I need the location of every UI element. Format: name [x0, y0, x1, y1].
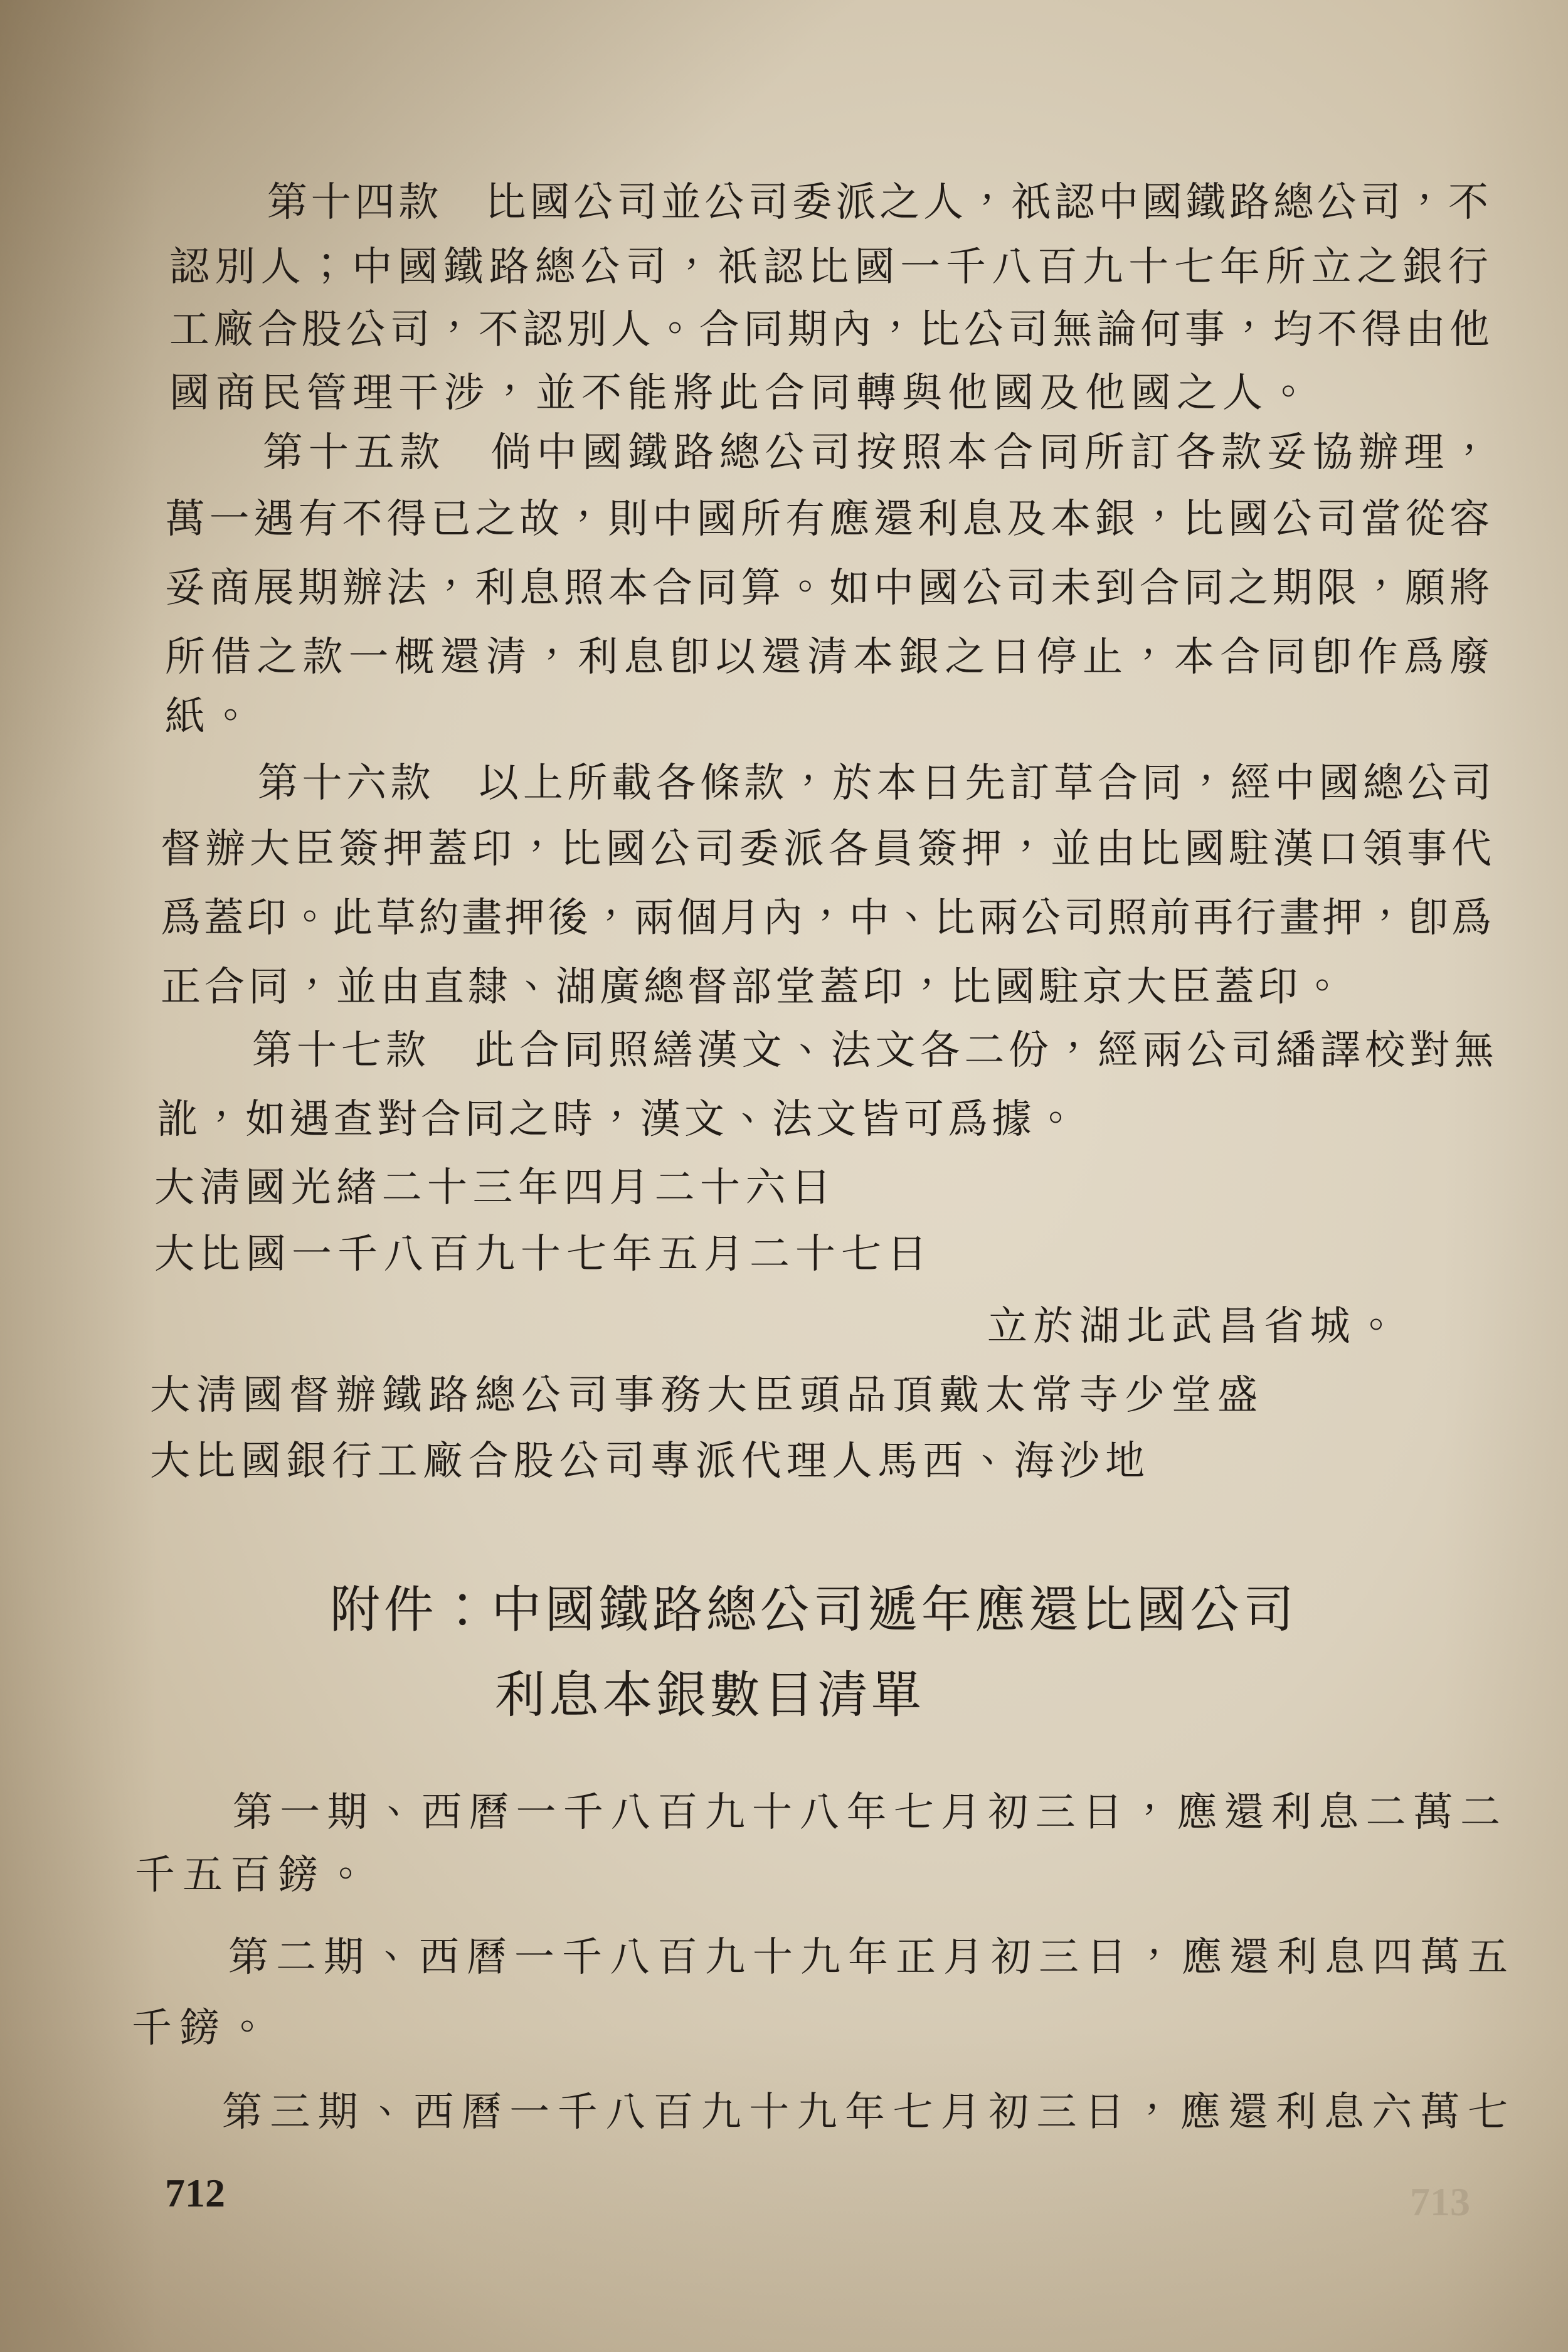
body-line: 爲蓋印。此草約畫押後，兩個月內，中、比兩公司照前再行畫押，卽爲 — [161, 895, 1491, 941]
date-line-belgium: 大比國一千八百九十七年五月二十七日 — [154, 1231, 933, 1278]
signatory-belgium: 大比國銀行工廠合股公司專派代理人馬西、海沙地 — [150, 1438, 1150, 1485]
body-line: 訛，如遇查對合同之時，漢文、法文皆可爲據。 — [157, 1096, 1079, 1143]
signatory-qing: 大淸國督辦鐵路總公司事務大臣頭品頂戴太常寺少堂盛 — [150, 1372, 1264, 1419]
installment-line: 千五百鎊。 — [135, 1852, 373, 1899]
date-line-qing: 大淸國光緖二十三年四月二十六日 — [154, 1165, 837, 1211]
body-line: 妥商展期辦法，利息照本合同算。如中國公司未到合同之期限，願將 — [165, 565, 1490, 612]
body-line: 第十四款 比國公司並公司委派之人，祇認中國鐵路總公司，不 — [267, 179, 1488, 226]
installment-line: 第一期、西曆一千八百九十八年七月初三日，應還利息二萬二 — [233, 1789, 1500, 1836]
body-line: 萬一遇有不得已之故，則中國所有應還利息及本銀，比國公司當從容 — [165, 496, 1490, 543]
signing-place: 立於湖北武昌省城。 — [987, 1303, 1402, 1350]
body-line: 督辦大臣簽押蓋印，比國公司委派各員簽押，並由比國駐漢口領事代 — [161, 826, 1491, 872]
body-line: 所借之款一概還清，利息卽以還清本銀之日停止，本合同卽作爲廢 — [165, 634, 1490, 681]
body-line: 第十六款 以上所載各條款，於本日先訂草合同，經中國總公司 — [258, 760, 1491, 807]
body-line: 第十七款 此合同照繕漢文、法文各二份，經兩公司繙譯校對無 — [252, 1027, 1494, 1074]
appendix-title-line: 利息本銀數目清單 — [495, 1666, 925, 1724]
installment-line: 第二期、西曆一千八百九十九年正月初三日，應還利息四萬五 — [228, 1934, 1508, 1981]
installment-line: 千鎊。 — [132, 2005, 275, 2052]
appendix-title-line: 附件：中國鐵路總公司遞年應還比國公司 — [330, 1581, 1298, 1639]
body-line: 正合同，並由直隸、湖廣總督部堂蓋印，比國駐京大臣蓋印。 — [161, 964, 1346, 1010]
body-line: 國商民管理干涉，並不能將此合同轉與他國及他國之人。 — [169, 370, 1314, 416]
installment-line: 第三期、西曆一千八百九十九年七月初三日，應還利息六萬七 — [222, 2089, 1508, 2136]
body-line: 認別人；中國鐵路總公司，祇認比國一千八百九十七年所立之銀行 — [169, 244, 1488, 290]
body-line: 第十五款 倘中國鐵路總公司按照本合同所訂各款妥協辦理， — [263, 430, 1490, 476]
facing-page-number-bleed-through: 713 — [1410, 2180, 1470, 2224]
body-line: 工廠合股公司，不認別人。合同期內，比公司無論何事，均不得由他 — [169, 307, 1490, 353]
page-number: 712 — [165, 2171, 225, 2215]
body-line: 紙。 — [165, 694, 256, 740]
